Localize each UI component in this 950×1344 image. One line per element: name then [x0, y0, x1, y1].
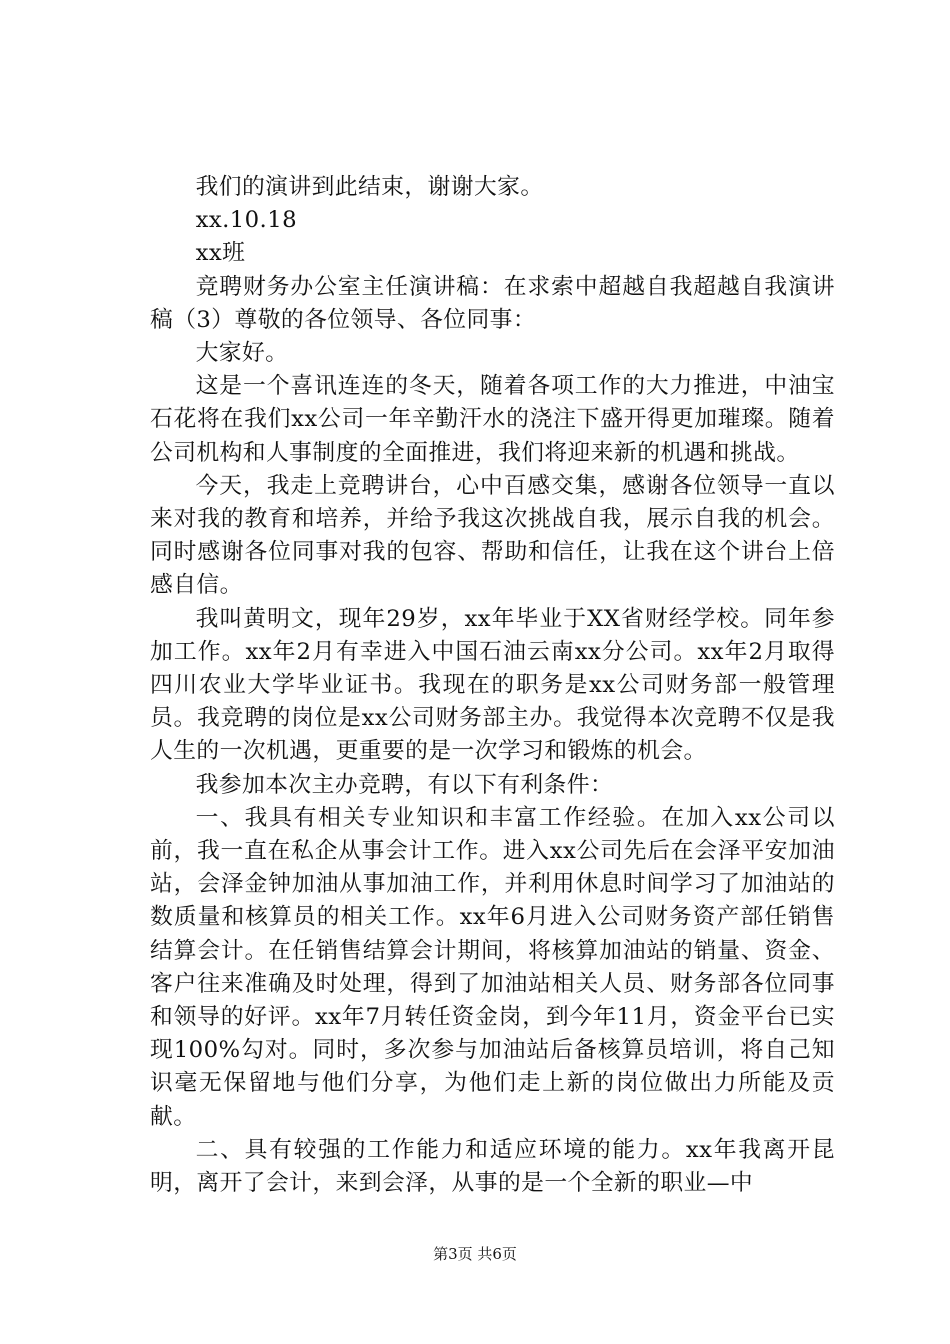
- body-paragraph: 这是一个喜讯连连的冬天，随着各项工作的大力推进，中油宝石花将在我们xx公司一年辛勤汗水的浇注下盛开得更加璀璨。随着公司机构和人事制度的全面推进，我们将迎来新的机遇和挑战。: [150, 373, 835, 466]
- speech-title-paragraph: 竞聘财务办公室主任演讲稿：在求索中超越自我超越自我演讲稿（3）尊敬的各位领导、各位同事：: [150, 273, 835, 333]
- body-paragraph: 二、具有较强的工作能力和适应环境的能力。xx年我离开昆明，离开了会计，来到会泽，从事的是一个全新的职业—中: [150, 1136, 835, 1197]
- body-paragraph: 我叫黄明文，现年29岁，xx年毕业于XX省财经学校。同年参加工作。xx年2月有幸进入中国石油云南xx分公司。xx年2月取得四川农业大学毕业证书。我现在的职务是xx公司财务部一般管理员。我竞聘的岗位是xx公司财务部主办。我觉得本次竞聘不仅是我人生的一次机遇，更重要的是一次学习和锻炼的机会。: [150, 605, 835, 765]
- date-line: xx.10.18: [195, 207, 298, 234]
- body-paragraph: 一、我具有相关专业知识和丰富工作经验。在加入xx公司以前，我一直在私企从事会计工作。进入xx公司先后在会泽平安加油站，会泽金钟加油从事加油工作，并利用休息时间学习了加油站的数质量和核算员的相关工作。xx年6月进入公司财务资产部任销售结算会计。在任销售结算会计期间，将核算加油站的销量、资金、客户往来准确及时处理，得到了加油站相关人员、财务部各位同事和领导的好评。xx年7月转任资金岗，到今年11月，资金平台已实现100%勾对。同时，多次参与加油站后备核算员培训，将自己知识毫无保留地与他们分享，为他们走上新的岗位做出力所能及贡献。: [150, 804, 835, 1130]
- document-body: [150, 171, 835, 1200]
- signature-line: xx班: [195, 240, 246, 267]
- body-paragraph: 今天，我走上竞聘讲台，心中百感交集，感谢各位领导一直以来对我的教育和培养，并给予我这次挑战自我，展示自我的机会。同时感谢各位同事对我的包容、帮助和信任，让我在这个讲台上倍感自信。: [150, 472, 835, 599]
- page-footer: 第3页 共6页: [433, 1245, 517, 1263]
- greeting-paragraph: 大家好。: [195, 340, 289, 367]
- body-paragraph: 我参加本次主办竞聘，有以下有利条件：: [195, 771, 614, 798]
- closing-line: 我们的演讲到此结束，谢谢大家。: [195, 174, 544, 200]
